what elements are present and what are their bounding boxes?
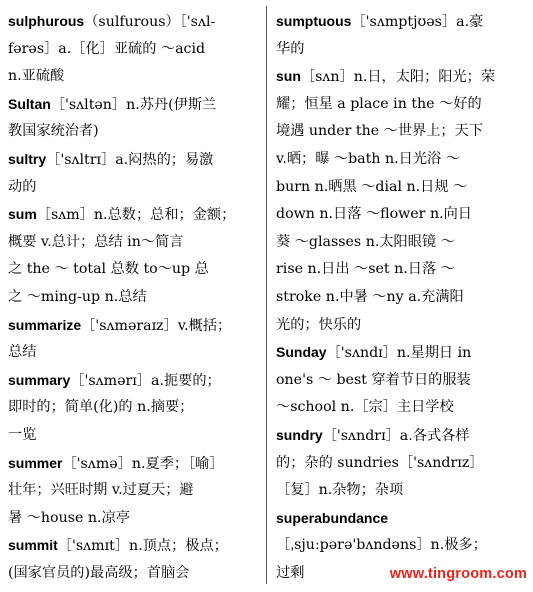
entry-text: 葵 ～glasses n.太阳眼镜 ～ — [276, 233, 455, 250]
entry-line — [276, 422, 526, 450]
entry-text: rise n.日出 ～set n.日落 ～ — [276, 261, 455, 278]
entry-text: 过剩 — [276, 564, 305, 581]
entry-text: 耀；恒星 a place in the ～好的 — [276, 95, 482, 112]
entry-line — [276, 91, 526, 119]
entry-line — [8, 560, 260, 588]
entry-line — [8, 450, 260, 478]
entry-text: n.亚硫酸 — [8, 68, 65, 85]
entry-text: ［'sʌmərɪ］a.扼要的； — [70, 372, 221, 389]
entry-text: ［'sʌmɪt］n.顶点；极点； — [57, 538, 228, 555]
entry-text: （sulfurous）［'sʌl- — [84, 14, 216, 30]
entry-text: 概要 v.总计；总结 in～简言 — [8, 233, 184, 250]
entry-line — [276, 339, 526, 367]
headword: summer — [8, 454, 63, 471]
headword: sumptuous — [276, 13, 352, 29]
entry-text: fərəs］a.［化］亚硫的 ～acid — [8, 40, 206, 57]
entry-line — [8, 312, 260, 340]
entry-line — [8, 201, 260, 229]
entry-text: 之 the ～ total 总数 to～up 总 — [8, 261, 209, 278]
entry-text: ［'sʌltrɪ］a.闷热的；易激 — [46, 151, 214, 168]
entry-text: down n.日落 ～flower n.向日 — [276, 206, 472, 223]
entry-line — [8, 8, 260, 36]
headword: Sultan — [8, 95, 51, 112]
entry-text: 即时的；简单(化)的 n.摘要； — [8, 399, 194, 416]
entry-text: 总结 — [8, 344, 37, 361]
entry-line — [276, 118, 526, 146]
entry-line — [8, 63, 260, 91]
entry-text: (国家官员的)最高级；首脑会 — [8, 564, 190, 581]
column-divider — [266, 6, 267, 584]
entry-line — [276, 201, 526, 229]
entry-text: 一览 — [8, 426, 37, 443]
entry-line — [8, 532, 260, 560]
entry-text: 华的 — [276, 40, 305, 57]
entry-line — [8, 146, 260, 174]
entry-line — [8, 422, 260, 450]
entry-line — [8, 91, 260, 119]
entry-line — [276, 367, 526, 395]
entry-text: ［'sʌndɪ］n.星期日 in — [326, 345, 472, 362]
entry-line — [8, 367, 260, 395]
entry-text: ［ˌsjuːpərə'bʌndəns］n.极多； — [276, 537, 487, 554]
headword: sultry — [8, 150, 47, 167]
headword: sulphurous — [8, 13, 85, 29]
watermark: www.tingroom.com — [389, 566, 527, 582]
entry-line — [276, 174, 526, 202]
entry-line — [276, 256, 526, 284]
entry-text: ［'sʌmptjʊəs］a.豪 — [351, 14, 484, 30]
entry-line — [276, 63, 526, 91]
headword: superabundance — [276, 509, 389, 526]
entry-line — [8, 394, 260, 422]
headword: Sunday — [276, 344, 327, 361]
entry-text: ［sʌn］n.日，太阳；阳光；荣 — [300, 69, 496, 86]
entry-text: burn n.晒黑 ～dial n.日规 ～ — [276, 178, 468, 195]
headword: sun — [276, 68, 301, 85]
headword: summit — [8, 537, 58, 554]
entry-text: 境遇 under the ～世界上；天下 — [276, 123, 483, 140]
entry-text: ［'sʌndrɪ］a.各式各样 — [322, 427, 470, 444]
entry-line — [8, 174, 260, 202]
entry-text: v.晒；曝 ～bath n.日光浴 ～ — [276, 150, 460, 167]
entry-line — [276, 146, 526, 174]
entry-text: one's ～ best 穿着节日的服装 — [276, 371, 471, 388]
headword: summarize — [8, 316, 82, 333]
entry-text: 的；杂的 sundries［'sʌndrɪz］ — [276, 454, 484, 471]
entry-text: ［'sʌməraɪz］v.概括； — [81, 317, 232, 334]
headword: sum — [8, 206, 37, 223]
entry-text: 暑 ～house n.凉亭 — [8, 509, 130, 526]
entry-line — [276, 8, 526, 36]
entry-line — [276, 284, 526, 312]
entry-line — [276, 394, 526, 422]
entry-line — [8, 36, 260, 64]
entry-line — [276, 505, 526, 533]
entry-line — [276, 532, 526, 560]
entry-line — [8, 339, 260, 367]
entry-text: ～school n.［宗］主日学校 — [276, 399, 454, 416]
entry-text: 动的 — [8, 178, 37, 195]
entry-line — [276, 36, 526, 64]
entry-line — [276, 450, 526, 478]
entry-line — [8, 505, 260, 533]
entry-text: 光的；快乐的 — [276, 316, 362, 333]
left-column — [8, 8, 260, 587]
entry-line — [276, 312, 526, 340]
right-column — [276, 8, 526, 587]
entry-text: 壮年；兴旺时期 v.过夏天；避 — [8, 482, 194, 499]
entry-text: ［sʌm］n.总数；总和；金额； — [36, 207, 236, 224]
entry-line — [276, 477, 526, 505]
headword: sundry — [276, 426, 323, 443]
entry-text: 之 ～ming-up n.总结 — [8, 288, 147, 305]
entry-text: 教国家统治者) — [8, 123, 99, 140]
entry-text: stroke n.中暑 ～ny a.充满阳 — [276, 288, 464, 305]
entry-text: ［'sʌmə］n.夏季；［喻］ — [62, 455, 224, 472]
entry-text: ［复］n.杂物；杂项 — [276, 482, 404, 499]
entry-line — [8, 229, 260, 257]
entry-text: ［'sʌltən］n.苏丹(伊斯兰 — [50, 96, 217, 113]
entry-line — [8, 477, 260, 505]
headword: summary — [8, 371, 71, 388]
entry-line — [276, 229, 526, 257]
entry-line — [8, 256, 260, 284]
entry-line — [8, 284, 260, 312]
entry-line — [8, 118, 260, 146]
